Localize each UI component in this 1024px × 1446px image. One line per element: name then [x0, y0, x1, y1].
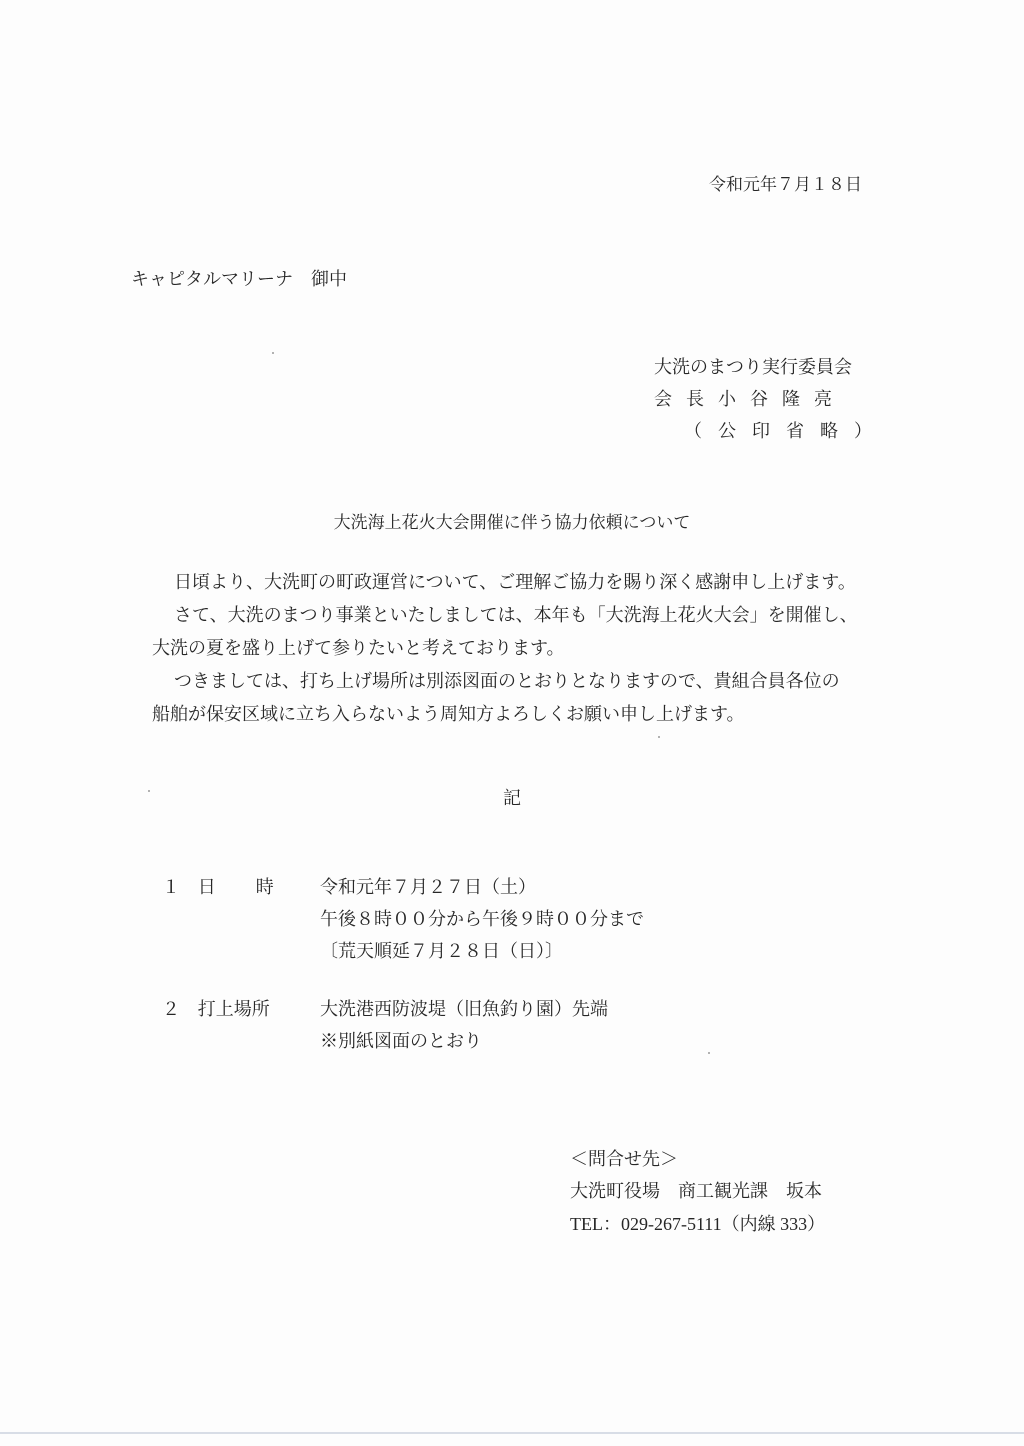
scan-speck: [148, 790, 150, 792]
item-value-line: 大洗港西防波堤（旧魚釣り園）先端: [320, 999, 608, 1020]
item-value-line: 午後８時００分から午後９時００分まで: [320, 909, 644, 930]
scan-speck: [658, 736, 660, 738]
body-paragraph: 大洗の夏を盛り上げて参りたいと考えております。: [152, 638, 565, 659]
item-launch-site: [162, 994, 318, 1026]
item-label: 打上場所: [197, 999, 270, 1020]
recipient-line: キャピタルマリーナ 御中: [131, 269, 347, 290]
sender-block: [654, 352, 888, 448]
contact-block: [570, 1144, 825, 1240]
seal-note: （公印省略）: [684, 421, 888, 442]
contact-office: 大洗町役場 商工観光課 坂本: [570, 1181, 822, 1202]
item-value-line: 〔荒天順延７月２８日（日）〕: [320, 941, 563, 962]
scan-speck: [708, 1052, 710, 1054]
ki-heading: 記: [503, 788, 521, 809]
scan-speck: [272, 352, 274, 354]
document-subject: 大洗海上花火大会開催に伴う協力依頼について: [333, 513, 691, 533]
body-paragraph: 日頃より、大洗町の町政運営について、ご理解ご協力を賜り深く感謝申し上げます。: [174, 572, 856, 593]
item-date-time: [162, 872, 318, 904]
item-date-time-values: [320, 872, 644, 968]
contact-heading: ＜問合せ先＞: [570, 1149, 678, 1170]
body-text: [152, 566, 892, 731]
body-paragraph: さて、大洗のまつり事業といたしましては、本年も「大洗海上花火大会」を開催し、: [174, 605, 858, 626]
item-value-line: ※別紙図面のとおり: [320, 1031, 482, 1052]
sender-organization: 大洗のまつり実行委員会: [654, 357, 852, 378]
scan-edge-line: [0, 1432, 1024, 1434]
item-number: １: [162, 877, 180, 898]
item-label: 日時: [197, 877, 314, 898]
body-paragraph: 船舶が保安区域に立ち入らないよう周知方よろしくお願い申し上げます。: [152, 704, 745, 725]
contact-tel: TEL：029-267-5111（内線 333）: [570, 1214, 826, 1234]
item-launch-site-values: [320, 994, 608, 1058]
document-date: 令和元年７月１８日: [709, 175, 862, 195]
item-number: ２: [162, 999, 180, 1020]
item-value-line: 令和元年７月２７日（土）: [320, 877, 536, 898]
sender-representative: 会長小谷隆亮: [654, 389, 846, 410]
body-paragraph: つきましては、打ち上げ場所は別添図面のとおりとなりますので、貴組合員各位の: [174, 671, 840, 692]
